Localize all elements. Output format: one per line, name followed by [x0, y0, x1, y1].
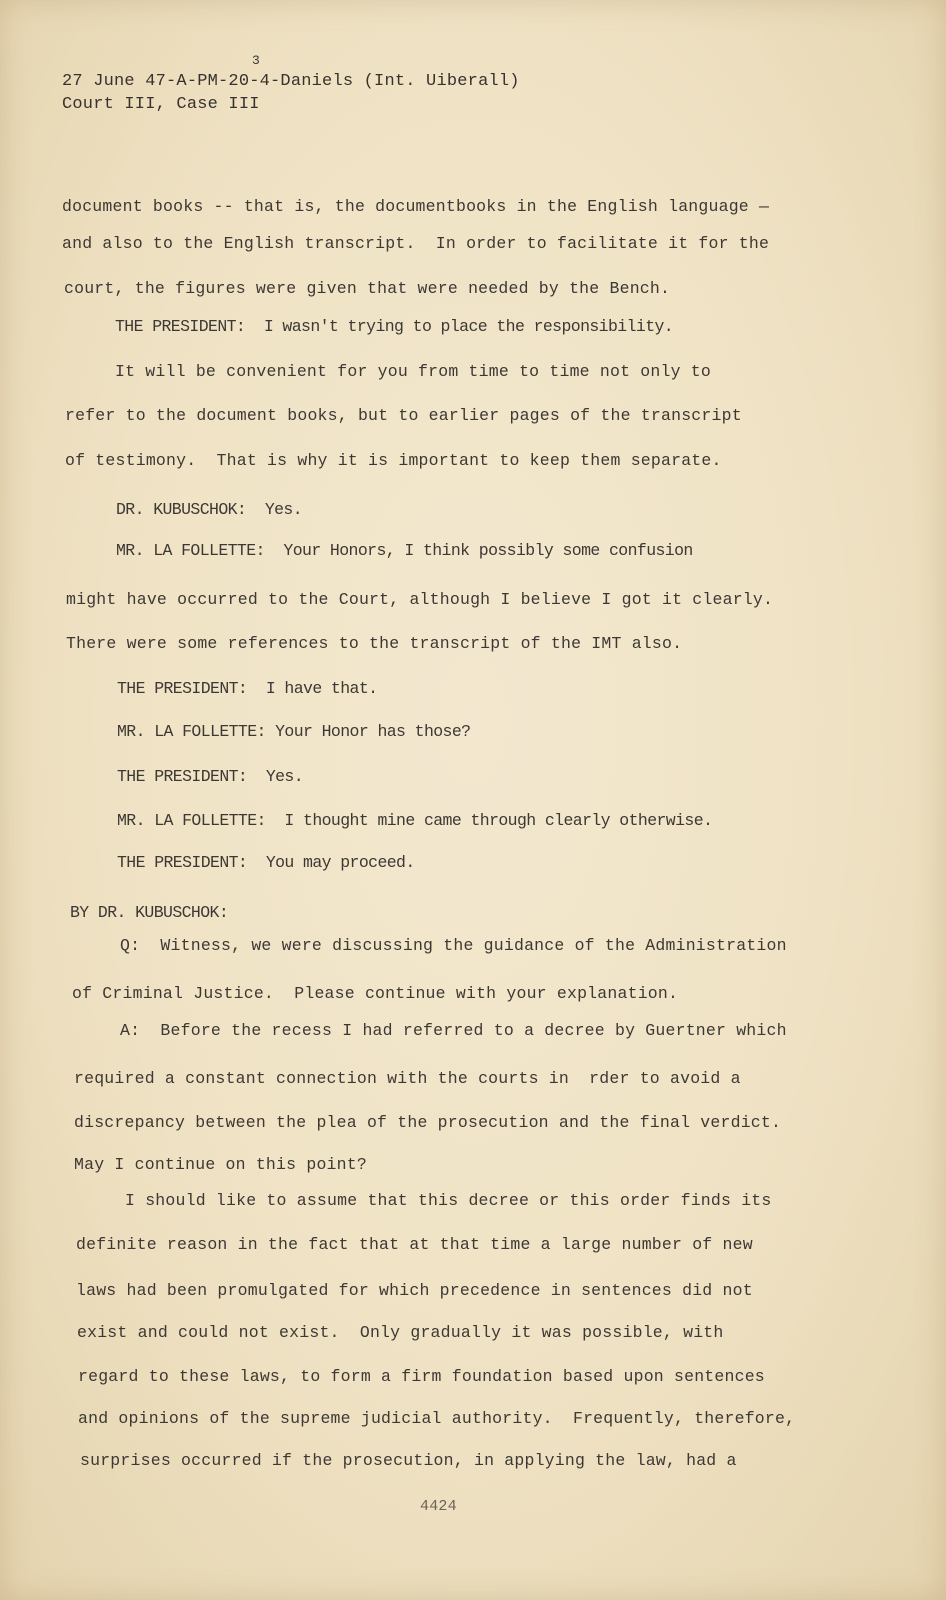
- body-line: of testimony. That is why it is important to keep them separate.: [65, 451, 722, 470]
- body-line: and opinions of the supreme judicial authority. Frequently, therefore,: [78, 1409, 796, 1428]
- body-line: MR. LA FOLLETTE: Your Honor has those?: [117, 722, 471, 741]
- body-line: MR. LA FOLLETTE: Your Honors, I think possibly some confusion: [116, 541, 693, 560]
- body-line: exist and could not exist. Only gradually it was possible, with: [77, 1323, 724, 1342]
- body-line: May I continue on this point?: [74, 1155, 367, 1174]
- body-line: laws had been promulgated for which precedence in sentences did not: [76, 1281, 753, 1300]
- body-line: There were some references to the transcript of the IMT also.: [66, 634, 683, 653]
- body-line: Q: Witness, we were discussing the guidance of the Administration: [120, 936, 787, 955]
- body-line: THE PRESIDENT: Yes.: [117, 767, 304, 786]
- body-line: document books -- that is, the documentbooks in the English language —: [62, 197, 770, 216]
- header-line-1: 27 June 47-A-PM-20-4-Daniels (Int. Uiberall): [62, 72, 520, 91]
- body-line: surprises occurred if the prosecution, in applying the law, had a: [80, 1451, 737, 1470]
- header-correction: 3: [252, 53, 260, 68]
- body-line: required a constant connection with the courts in rder to avoid a: [74, 1069, 741, 1088]
- body-line: It will be convenient for you from time to time not only to: [115, 362, 711, 381]
- body-line: definite reason in the fact that at that time a large number of new: [76, 1235, 753, 1254]
- page-number: 4424: [420, 1498, 457, 1515]
- body-line: court, the figures were given that were needed by the Bench.: [64, 279, 671, 298]
- body-line: DR. KUBUSCHOK: Yes.: [116, 500, 303, 519]
- body-line: THE PRESIDENT: You may proceed.: [117, 853, 415, 872]
- body-line: THE PRESIDENT: I wasn't trying to place the responsibility.: [115, 317, 674, 336]
- body-line: of Criminal Justice. Please continue with your explanation.: [72, 984, 679, 1003]
- examination-heading: BY DR. KUBUSCHOK:: [70, 903, 229, 922]
- body-line: MR. LA FOLLETTE: I thought mine came through clearly otherwise.: [117, 811, 713, 830]
- body-line: THE PRESIDENT: I have that.: [117, 679, 378, 698]
- body-line: discrepancy between the plea of the prosecution and the final verdict.: [74, 1113, 782, 1132]
- body-line: I should like to assume that this decree or this order finds its: [125, 1191, 772, 1210]
- body-line: refer to the document books, but to earlier pages of the transcript: [65, 406, 742, 425]
- header-line-2: Court III, Case III: [62, 95, 260, 114]
- body-line: regard to these laws, to form a firm foundation based upon sentences: [78, 1367, 765, 1386]
- body-line: might have occurred to the Court, although I believe I got it clearly.: [66, 590, 774, 609]
- body-line: A: Before the recess I had referred to a decree by Guertner which: [120, 1021, 787, 1040]
- body-line: and also to the English transcript. In order to facilitate it for the: [62, 234, 770, 253]
